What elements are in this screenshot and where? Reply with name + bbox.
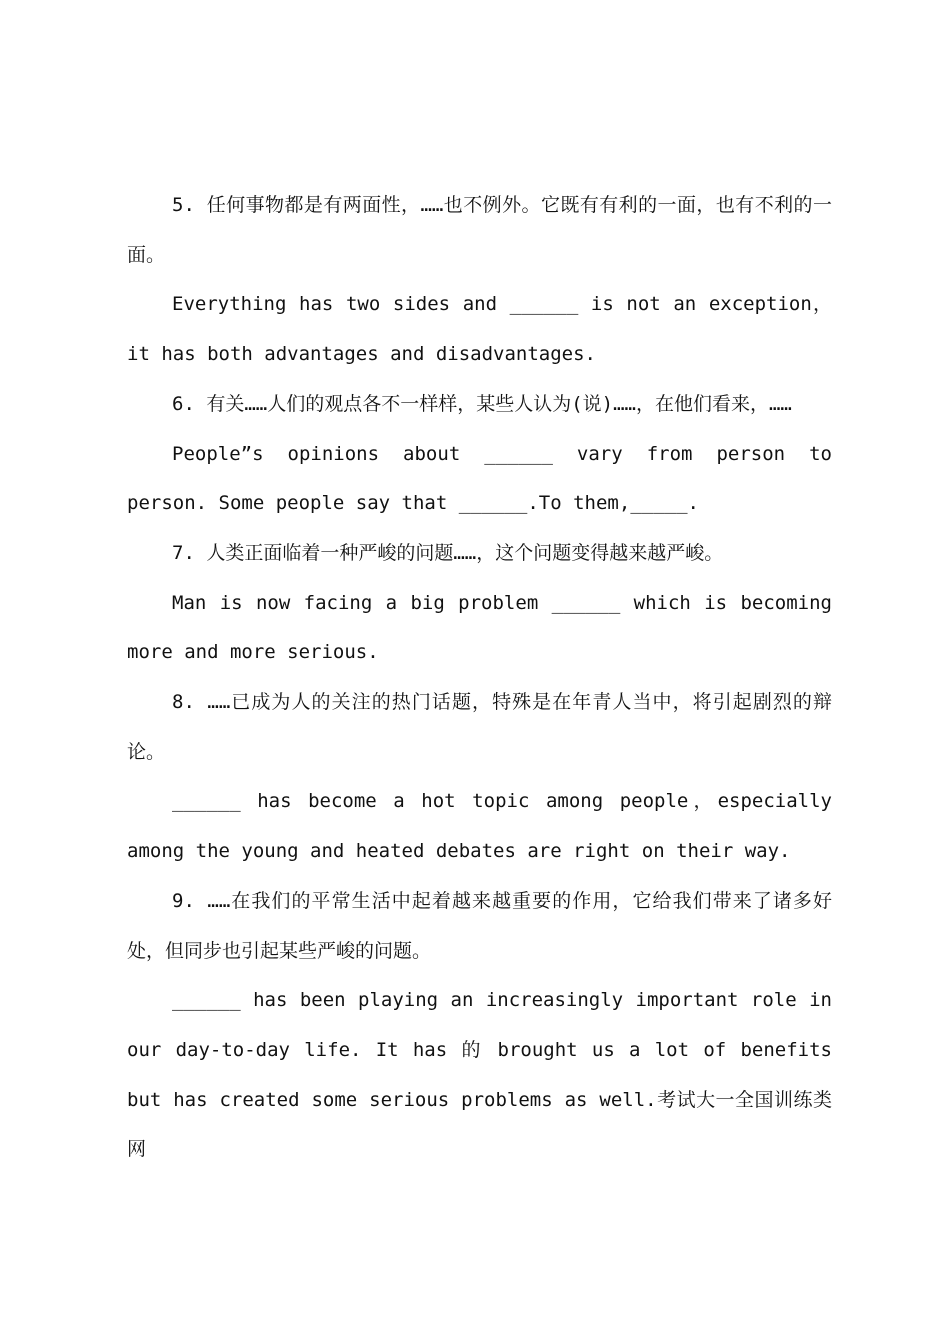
item-9-chinese: 9. ……在我们的平常生活中起着越来越重要的作用，它给我们带来了诸多好处，但同步也引起某些严峻的问题。 <box>127 889 832 962</box>
item-7-chinese: 7. 人类正面临着一种严峻的问题……，这个问题变得越来越严峻。 <box>172 541 724 564</box>
item-7-english: Man is now facing a big problem ______ which is becoming more and more serious. <box>127 591 832 664</box>
item-9-english: ______ has been playing an increasingly important role in our day-to-day life. It has 的 brought us a lot of benefits but has created some serious problems as well.考试大一全国训练类网 <box>127 989 832 1161</box>
item-6-english: People”s opinions about ______ vary from person to person. Some people say that ______.To them,_____. <box>127 442 832 515</box>
item-8-english: ______ has become a hot topic among people，especially among the young and heated debates are right on their way. <box>127 790 832 863</box>
item-8-chinese: 8. ……已成为人的关注的热门话题，特殊是在年青人当中，将引起剧烈的辩论。 <box>127 691 832 763</box>
item-6-chinese: 6. 有关……人们的观点各不一样样，某些人认为(说)……，在他们看来，…… <box>172 392 792 415</box>
document-page <box>127 181 832 1175</box>
item-5-chinese: 5. 任何事物都是有两面性，……也不例外。它既有有利的一面，也有不利的一面。 <box>127 194 832 266</box>
item-5-english: Everything has two sides and ______ is not an exception，it has both advantages and disadvantages. <box>127 293 832 366</box>
